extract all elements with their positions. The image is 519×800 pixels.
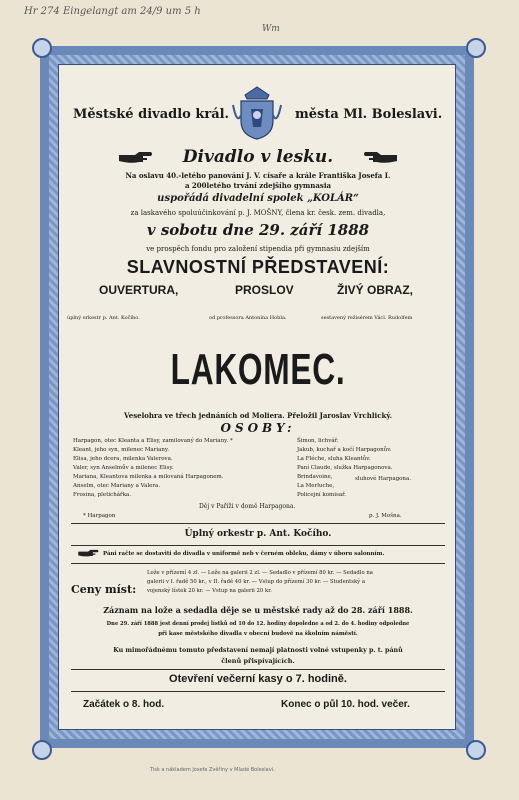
cast-right-list xyxy=(297,437,393,500)
servants-note: sluhové Harpagona. xyxy=(355,476,411,482)
theatre-name-left: Městské divadlo král. xyxy=(73,107,230,122)
poster-body xyxy=(58,64,456,730)
pointing-hand-right-icon xyxy=(77,549,99,558)
purpose-line: ve prospěch fondu pro založení stipendia při gymnasiu zdejším xyxy=(146,245,370,253)
box-office-line: Otevření večerní kasy o 7. hodině. xyxy=(169,673,347,685)
occasion-line-1: Na oslavu 40.-letého panování J. V. císaře a krále Františka Josefa I. xyxy=(125,171,391,180)
occasion-line-2: a 200letého trvání zdejšího gymnasia xyxy=(184,181,332,190)
handwritten-initials: Wm xyxy=(262,24,280,34)
reservation-line: Záznam na lože a sedadla děje se u městské rady až do 28. září 1888. xyxy=(103,605,413,615)
cast-member: Paní Claude, služka Harpagonova. xyxy=(297,465,393,471)
cast-member: Mariana, Kleantova milenka a milovaná Harpagonem. xyxy=(73,474,224,480)
price-line: Lože v přízemí 4 zl. — Lože na galerii 2 zl. — Sedadlo v přízemí 80 kr. — Sedadlo na xyxy=(147,570,373,576)
cast-member: Elisa, jeho dcera, milenka Valerova. xyxy=(73,456,173,462)
theatre-name-right: města Ml. Boleslavi. xyxy=(295,107,443,122)
price-line: galerii v I. řadě 50 kr., v II. řadě 40 kr. — Vstup do přízemí 30 kr. — Studentský a xyxy=(147,579,366,585)
cast-member: Šimon, lichvář. xyxy=(297,438,339,444)
printer-imprint: Tisk a nákladem Josefa Zvěřiny v Mladé Boleslavi. xyxy=(150,767,275,773)
dress-code: Páni račte se dostaviti do divadla v uniformě neb v černém obleku, dámy v úboru salonním. xyxy=(103,551,385,557)
performance-title: SLAVNOSTNÍ PŘEDSTAVENÍ: xyxy=(126,257,390,277)
harpagon-note-left: * Harpagon xyxy=(83,513,116,519)
end-time: Konec o půl 10. hod. večer. xyxy=(281,699,410,710)
harpagon-note-right: p. J. Mošna. xyxy=(369,513,402,519)
start-time: Začátek o 8. hod. xyxy=(83,699,165,710)
cast-member: Policejní komisař. xyxy=(297,492,346,498)
cast-left-list xyxy=(73,437,233,500)
orchestra-line: Úplný orkestr p. Ant. Kočího. xyxy=(184,529,332,539)
price-line: vojenský lístek 20 kr. — Vstup na galerii 20 kr. xyxy=(147,588,272,594)
divider xyxy=(71,691,445,692)
cast-member: Kleant, jeho syn, milenec Mariany. xyxy=(73,447,170,453)
part-proslov: PROSLOV xyxy=(235,283,294,297)
cast-member: La Merluche, xyxy=(297,483,335,489)
corner-ornament xyxy=(466,740,486,760)
divadlo-heading: Divadlo v lesku. xyxy=(182,147,334,167)
play-title: LAKOMEC. xyxy=(170,345,346,394)
cast-member: Brindavoine, xyxy=(297,474,333,480)
cast-member: Valer, syn Anselmův a milenec Elisy. xyxy=(73,465,174,471)
cast-member: Frosina, pletichářka. xyxy=(73,492,132,498)
date-line: v sobotu dne 29. září 1888 xyxy=(146,221,370,239)
part-proslov-note: od professora Antonína Hobla. xyxy=(209,315,287,321)
notice-line-1: Ku mimořádnému tomuto představení nemají platnosti volné vstupenky p. t. pánů xyxy=(113,647,403,654)
divider xyxy=(71,563,445,564)
pointing-hand-left-icon xyxy=(363,151,399,165)
cast-member: Jakub, kuchař a kočí Harpagonův. xyxy=(297,447,392,453)
cast-member: Harpagon, otec Kleanta a Elisy, zamilovaný do Mariany. * xyxy=(73,438,233,444)
coat-of-arms-icon xyxy=(231,85,283,141)
society-line: uspořádá divadelní spolek „KOLÁR“ xyxy=(157,193,359,204)
part-ouvertura: OUVERTURA, xyxy=(99,283,179,297)
corner-ornament xyxy=(466,38,486,58)
cast-heading: OSOBY: xyxy=(220,421,296,435)
corner-ornament xyxy=(32,38,52,58)
prices-list xyxy=(147,569,373,596)
cooperation-line: za laskavého spoluúčinkování p. J. MOŠNY, člena kr. česk. zem. divadla, xyxy=(130,209,386,217)
divider xyxy=(71,523,445,524)
corner-ornament xyxy=(32,740,52,760)
part-zivy-obraz: ŽIVÝ OBRAZ, xyxy=(337,283,414,297)
divider xyxy=(71,545,445,546)
cast-member: Anselm, otec Mariany a Valera. xyxy=(73,483,161,489)
prices-label: Ceny míst: xyxy=(71,583,137,596)
sale-line-1: Dne 29. září 1888 jest denní prodej lístků od 10 do 12. hodiny dopoledne a od 2. do 4. hodiny odpoledne xyxy=(106,621,410,627)
sale-line-2: při kase městského divadla v obecní budově na školním náměstí. xyxy=(158,631,358,637)
divider xyxy=(71,669,445,670)
part-ouvertura-note: úplný orkestr p. Ant. Kočího. xyxy=(67,315,140,321)
notice-line-2: členů přispívajících. xyxy=(221,657,295,665)
play-description: Veselohra ve třech jednáních od Moliera. Přeložil Jaroslav Vrchlický. xyxy=(123,411,393,420)
scene-note: Děj v Paříži v domě Harpagona. xyxy=(199,503,296,510)
handwritten-note: Hr 274 Eingelangt am 24/9 um 5 h xyxy=(24,6,201,17)
cast-member: La Fléche, sluha Kleantův. xyxy=(297,456,371,462)
part-zivy-obraz-note: sestavený režisérem Václ. Rudolfem xyxy=(321,315,413,321)
